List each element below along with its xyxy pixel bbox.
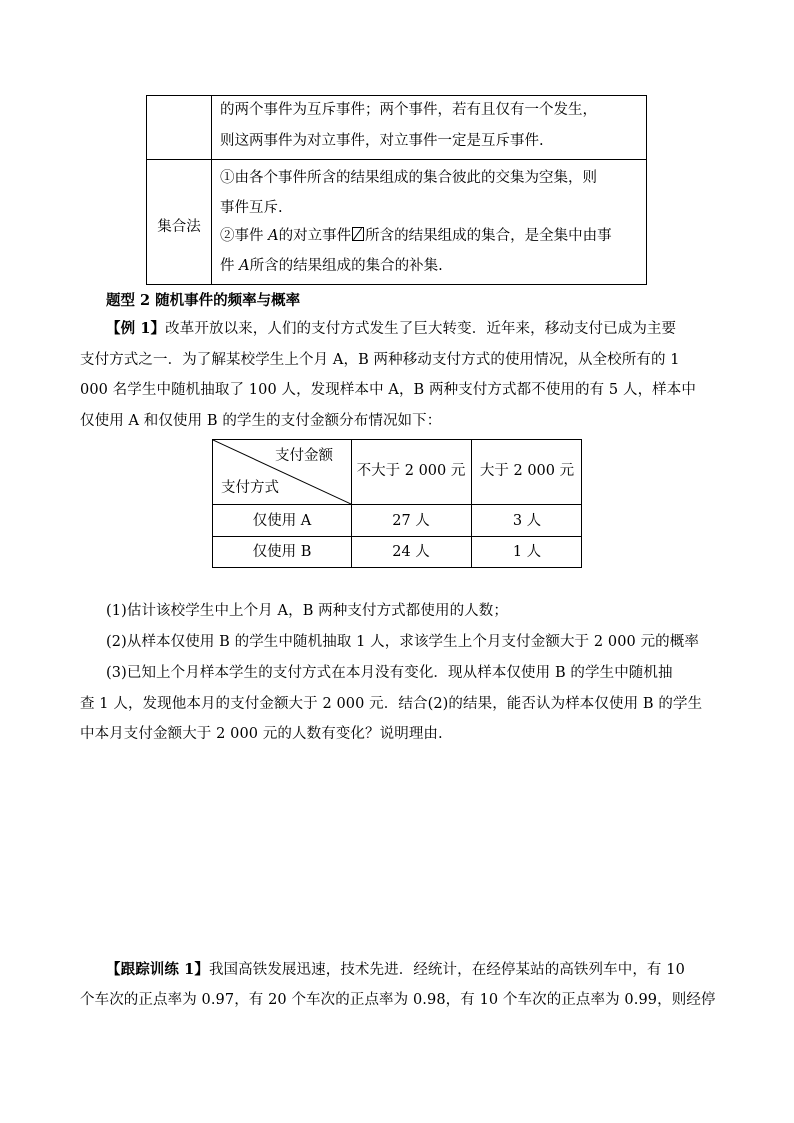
table-cell: 1 人 <box>512 544 542 560</box>
corner-header-bottom: 支付方式 <box>221 480 279 496</box>
training-tag: 【跟踪训练 1】 <box>106 961 209 978</box>
table-divider <box>213 536 581 537</box>
text-segment: ②事件 <box>220 228 264 244</box>
example-line: 支付方式之一．为了解某校学生上个月 A，B 两种移动支付方式的使用情况，从全校所有的 1 <box>80 352 680 368</box>
training-text: 我国高铁发展迅速，技术先进．经统计，在经停某站的高铁列车中，有 10 <box>208 962 685 978</box>
question-line: (1)估计该校学生中上个月 A，B 两种支付方式都使用的人数； <box>106 603 508 619</box>
complement-symbol-icon <box>352 227 364 241</box>
example-line: 000 名学生中随机抽取了 100 人，发现样本中 A，B 两种支付方式都不使用的有 5 人，样本中 <box>80 382 696 398</box>
text-segment: 所含的结果组成的集合，是全集中由事 <box>365 228 612 244</box>
question-line: (2)从样本仅使用 B 的学生中随机抽取 1 人，求该学生上个月支付金额大于 2 000 元的概率 <box>106 634 699 650</box>
training-line <box>106 958 685 979</box>
table-text-line <box>220 224 612 245</box>
table-cell: 24 人 <box>392 544 430 560</box>
table-text-line: 则这两事件为对立事件，对立事件一定是互斥事件. <box>220 133 544 149</box>
question-line: 查 1 人，发现他本月的支付金额大于 2 000 元．结合(2)的结果，能否认为样本仅使用 B 的学生 <box>80 696 703 712</box>
text-segment: 的对立事件 <box>278 228 352 244</box>
example-line <box>106 317 676 338</box>
example-line: 仅使用 A 和仅使用 B 的学生的支付金额分布情况如下： <box>80 413 442 429</box>
text-segment: 件 <box>220 258 235 274</box>
corner-header-top: 支付金额 <box>275 448 333 464</box>
row-label: 仅使用 B <box>252 544 312 560</box>
table-text-line: 的两个事件为互斥事件；两个事件，若有且仅有一个发生， <box>220 102 597 118</box>
question-line: 中本月支付金额大于 2 000 元的人数有变化？说明理由. <box>80 726 443 742</box>
table-text-line <box>220 254 443 275</box>
table-cell: 3 人 <box>512 513 542 529</box>
method-label: 集合法 <box>157 219 201 235</box>
text-segment: 所含的结果组成的集合的补集. <box>249 258 443 274</box>
section-heading: 题型 2 随机事件的频率与概率 <box>106 292 301 309</box>
column-header: 大于 2 000 元 <box>479 463 575 479</box>
example-tag: 【例 1】 <box>106 320 166 337</box>
variable-a: A <box>268 228 279 244</box>
table-text-line: ①由各个事件所含的结果组成的集合彼此的交集为空集，则 <box>220 170 597 186</box>
table-divider <box>147 159 646 160</box>
column-header: 不大于 2 000 元 <box>356 463 466 479</box>
training-line: 个车次的正点率为 0.97，有 20 个车次的正点率为 0.98，有 10 个车次的正点率为 0.99，则经停 <box>80 992 716 1008</box>
table-divider <box>211 96 212 284</box>
payment-table <box>212 439 582 568</box>
question-line: (3)已知上个月样本学生的支付方式在本月没有变化．现从样本仅使用 B 的学生中随机抽 <box>106 665 673 681</box>
row-label: 仅使用 A <box>252 513 312 529</box>
table-text-line: 事件互斥. <box>220 200 283 216</box>
definition-table <box>146 95 647 285</box>
table-cell: 27 人 <box>392 513 430 529</box>
variable-a: A <box>239 258 250 274</box>
example-text: 改革开放以来，人们的支付方式发生了巨大转变．近年来，移动支付已成为主要 <box>165 321 677 337</box>
table-divider <box>213 504 581 505</box>
